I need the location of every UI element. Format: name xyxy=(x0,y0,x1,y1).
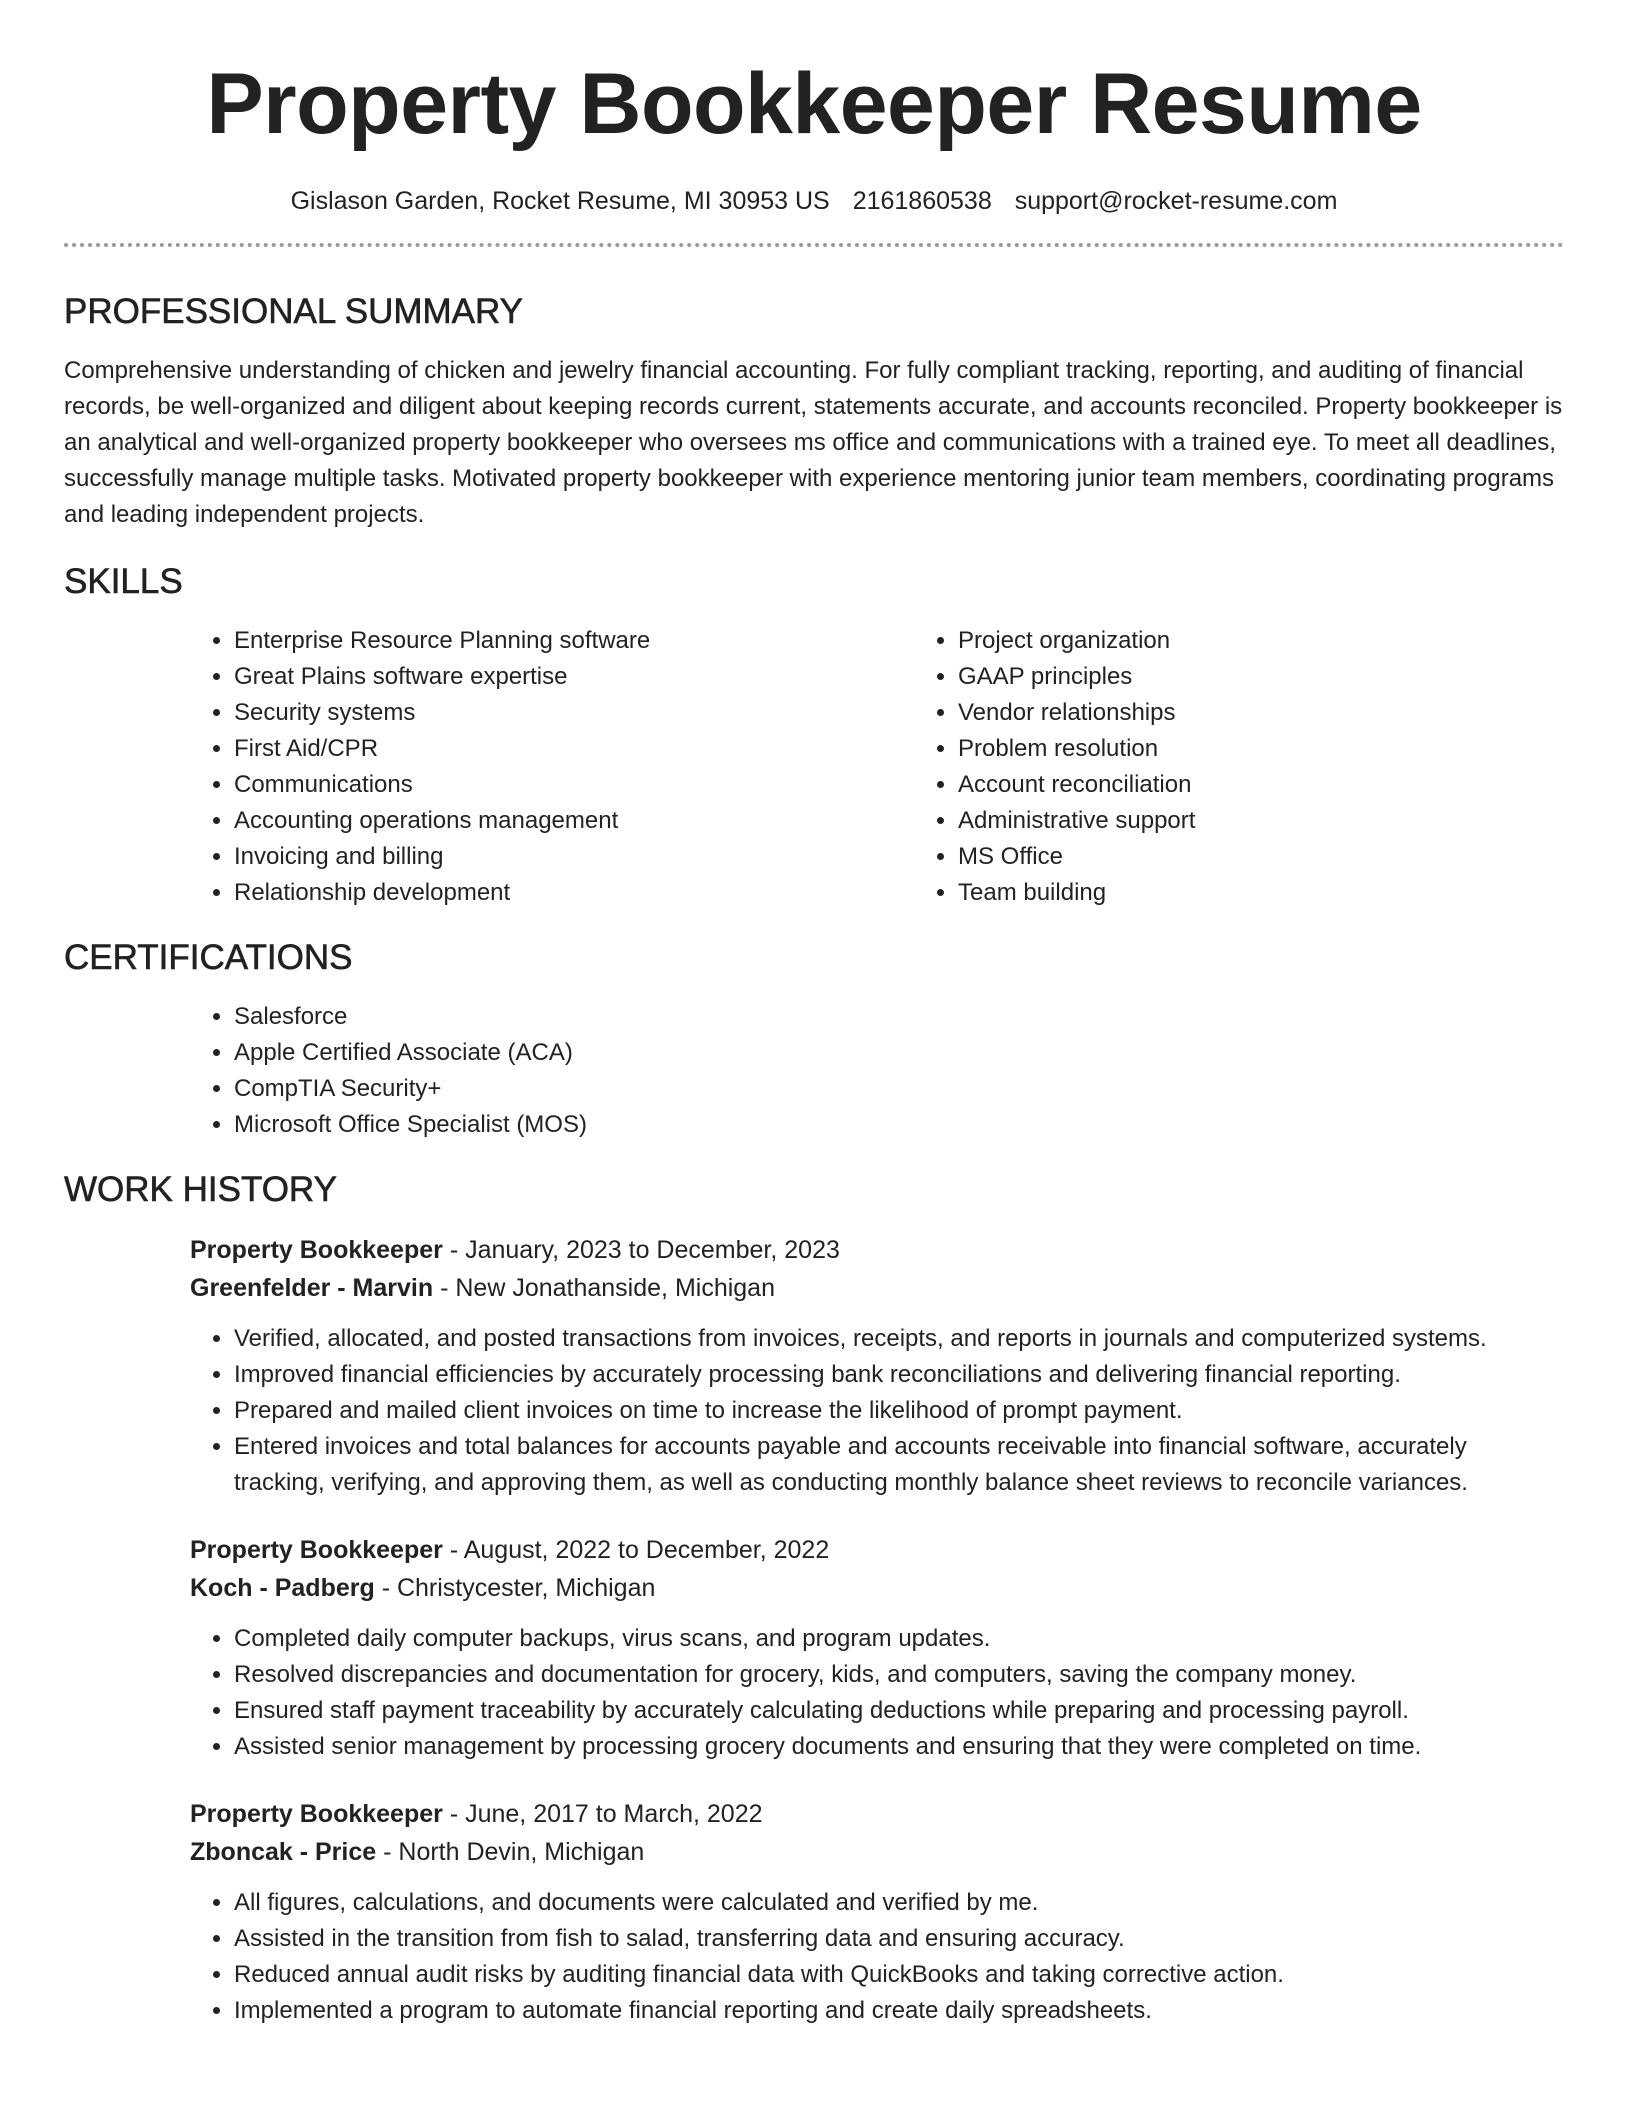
job-dates: - June, 2017 to March, 2022 xyxy=(442,1800,763,1828)
job-location: - New Jonathanside, Michigan xyxy=(433,1274,775,1302)
resume-title: Property Bookkeeper Resume xyxy=(206,56,1422,152)
job-company-line xyxy=(190,1269,1564,1307)
job-bullet: • Implemented a program to automate financial reporting and create daily spreadsheets. xyxy=(234,1993,1564,2029)
skill-item: • Security systems xyxy=(234,695,914,731)
job-company: Koch - Padberg xyxy=(190,1574,375,1602)
job-bullet: • Completed daily computer backups, virus scans, and program updates. xyxy=(234,1621,1564,1657)
job-title-line xyxy=(190,1231,1564,1269)
job-bullets xyxy=(190,1885,1564,2029)
job-bullet: • Entered invoices and total balances for accounts payable and accounts receivable into financial software, accurately tracking, verifying, and approving them, as well as conducting monthly balance sheet reviews to reconcile variances. xyxy=(234,1429,1564,1501)
skills-left-list xyxy=(190,623,914,911)
job-bullets xyxy=(190,1621,1564,1765)
job-company-line xyxy=(190,1569,1564,1607)
contact-address: Gislason Garden, Rocket Resume, MI 30953 US xyxy=(290,187,830,215)
job-location: - North Devin, Michigan xyxy=(376,1838,645,1866)
job-bullet: • Assisted senior management by processing grocery documents and ensuring that they were completed on time. xyxy=(234,1729,1564,1765)
skills-right-list xyxy=(914,623,1195,911)
work-history-heading: WORK HISTORY xyxy=(64,1170,337,1209)
skill-item: • Accounting operations management xyxy=(234,803,914,839)
job-title: Property Bookkeeper xyxy=(190,1536,443,1564)
skill-item: • Enterprise Resource Planning software xyxy=(234,623,914,659)
certifications-heading: CERTIFICATIONS xyxy=(64,938,353,977)
certifications-list xyxy=(190,999,1564,1143)
skills-heading: SKILLS xyxy=(64,562,183,601)
job-company-line xyxy=(190,1833,1564,1871)
skills-section xyxy=(64,561,1564,911)
skill-item: • Relationship development xyxy=(234,875,914,911)
summary-heading: PROFESSIONAL SUMMARY xyxy=(64,292,523,331)
job-title-line xyxy=(190,1531,1564,1569)
job-bullet: • Resolved discrepancies and documentation for grocery, kids, and computers, saving the company money. xyxy=(234,1657,1564,1693)
skill-item: • MS Office xyxy=(958,839,1195,875)
skill-item: • First Aid/CPR xyxy=(234,731,914,767)
job-dates: - August, 2022 to December, 2022 xyxy=(442,1536,830,1564)
job-bullet: • Ensured staff payment traceability by accurately calculating deductions while preparing and processing payroll. xyxy=(234,1693,1564,1729)
skills-columns xyxy=(190,623,1564,911)
certifications-section xyxy=(64,937,1564,1143)
job-entry xyxy=(190,1231,1564,1501)
job-bullet: • All figures, calculations, and documents were calculated and verified by me. xyxy=(234,1885,1564,1921)
certification-item: • Salesforce xyxy=(234,999,1564,1035)
skill-item: • Vendor relationships xyxy=(958,695,1195,731)
certification-item: • Apple Certified Associate (ACA) xyxy=(234,1035,1564,1071)
summary-text: Comprehensive understanding of chicken and jewelry financial accounting. For fully compliant tracking, reporting, and auditing of financial records, be well-organized and diligent about keeping records current, statements accurate, and accounts reconciled. Property bookkeeper is an analytical and well-organized property bookkeeper who oversees ms office and communications with a trained eye. To meet all deadlines, successfully manage multiple tasks. Motivated property bookkeeper with experience mentoring junior team members, coordinating programs and leading independent projects. xyxy=(64,357,1563,528)
skill-item: • Account reconciliation xyxy=(958,767,1195,803)
job-bullet: • Prepared and mailed client invoices on time to increase the likelihood of prompt payment. xyxy=(234,1393,1564,1429)
work-history-section xyxy=(64,1169,1564,2029)
job-title: Property Bookkeeper xyxy=(190,1800,443,1828)
job-title: Property Bookkeeper xyxy=(190,1236,443,1264)
job-company: Zboncak - Price xyxy=(190,1838,377,1866)
skill-item: • GAAP principles xyxy=(958,659,1195,695)
certification-item: • Microsoft Office Specialist (MOS) xyxy=(234,1107,1564,1143)
job-dates: - January, 2023 to December, 2023 xyxy=(442,1236,840,1264)
job-entry xyxy=(190,1795,1564,2029)
job-company: Greenfelder - Marvin xyxy=(190,1274,434,1302)
skill-item: • Problem resolution xyxy=(958,731,1195,767)
contact-email: support@rocket-resume.com xyxy=(1014,187,1338,215)
certification-item: • CompTIA Security+ xyxy=(234,1071,1564,1107)
job-bullet: • Assisted in the transition from fish to salad, transferring data and ensuring accuracy. xyxy=(234,1921,1564,1957)
job-location: - Christycester, Michigan xyxy=(374,1574,656,1602)
job-bullets xyxy=(190,1321,1564,1501)
skill-item: • Invoicing and billing xyxy=(234,839,914,875)
job-bullet: • Reduced annual audit risks by auditing financial data with QuickBooks and taking corrective action. xyxy=(234,1957,1564,1993)
summary-section xyxy=(64,291,1564,533)
job-bullet: • Improved financial efficiencies by accurately processing bank reconciliations and delivering financial reporting. xyxy=(234,1357,1564,1393)
job-title-line xyxy=(190,1795,1564,1833)
header-divider xyxy=(64,243,1564,247)
skill-item: • Communications xyxy=(234,767,914,803)
contact-line xyxy=(64,186,1564,216)
skill-item: • Administrative support xyxy=(958,803,1195,839)
contact-phone: 2161860538 xyxy=(852,187,992,215)
skill-item: • Project organization xyxy=(958,623,1195,659)
skill-item: • Great Plains software expertise xyxy=(234,659,914,695)
job-entry xyxy=(190,1531,1564,1765)
skill-item: • Team building xyxy=(958,875,1195,911)
job-bullet: • Verified, allocated, and posted transactions from invoices, receipts, and reports in journals and computerized systems. xyxy=(234,1321,1564,1357)
